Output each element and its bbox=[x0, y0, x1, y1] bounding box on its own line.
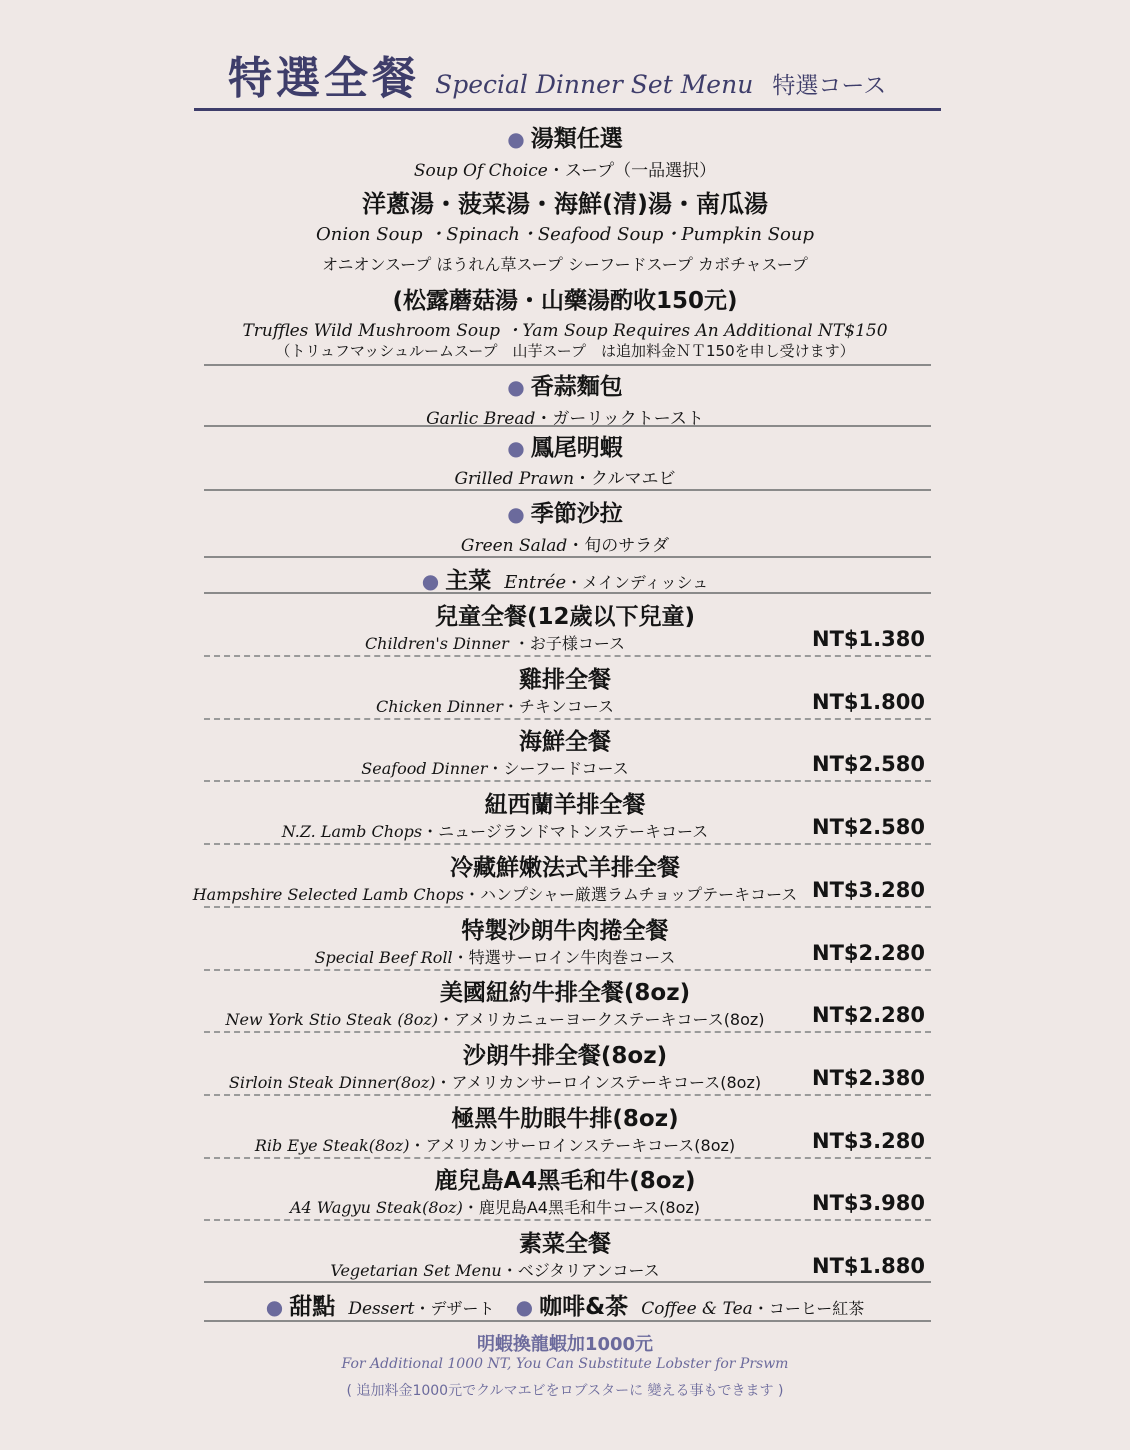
main-dish-sub: Hampshire Selected Lamb Chops・ハンプシャー厳選ラムチョップテーキコース bbox=[192, 884, 798, 904]
soup-sub-ja: スープ（一品選択） bbox=[564, 161, 717, 181]
main-dish-sub: N.Z. Lamb Chops・ニュージランドマトンステーキコース bbox=[281, 822, 709, 842]
main-dish-name: 紐西蘭羊排全餐 bbox=[484, 792, 646, 819]
divider bbox=[204, 1320, 931, 1322]
main-dish-price: NT$1.880 bbox=[812, 1254, 925, 1278]
main-dish-price: NT$2.580 bbox=[812, 752, 925, 777]
soup-premium-en: Truffles Wild Mushroom Soup ・Yam Soup Requires An Additional NT$150 bbox=[242, 321, 888, 341]
main-dish-price: NT$1.380 bbox=[812, 627, 925, 651]
title-ja: 特選コース bbox=[772, 73, 887, 99]
dashed-divider bbox=[204, 1219, 931, 1221]
main-dish-price: NT$2.380 bbox=[812, 1065, 925, 1090]
soup-sub: Soup Of Choice・スープ（一品選択） bbox=[413, 161, 717, 181]
main-dish-sub: Special Beef Roll・特選サーロイン牛肉巻コース bbox=[314, 947, 676, 967]
header-rule bbox=[194, 108, 941, 111]
dashed-divider bbox=[204, 718, 931, 720]
soup-heading bbox=[0, 120, 1130, 153]
dashed-divider bbox=[204, 780, 931, 782]
main-dish-price: NT$2.280 bbox=[812, 1003, 925, 1028]
divider bbox=[204, 489, 931, 491]
main-dish-sub: Vegetarian Set Menu・ベジタリアンコース bbox=[330, 1261, 660, 1280]
title-en: Special Dinner Set Menu bbox=[435, 70, 754, 99]
course-sub: Green Salad・旬のサラダ bbox=[460, 536, 670, 556]
soup-heading-label: 湯類任選 bbox=[530, 126, 623, 152]
dessert-zh: 甜點 bbox=[289, 1294, 336, 1320]
main-dish-name: 鹿兒島A4黑毛和牛(8oz) bbox=[434, 1168, 696, 1195]
course-heading: ● 季節沙拉 bbox=[507, 501, 623, 527]
bullet-icon: ● bbox=[507, 375, 525, 399]
bullet-icon: ● bbox=[507, 436, 525, 460]
main-dish-sub: Rib Eye Steak(8oz)・アメリカンサーロインステーキコース(8oz) bbox=[254, 1135, 736, 1155]
main-dish-name: 兒童全餐(12歲以下兒童) bbox=[434, 604, 696, 630]
main-dish-name: 雞排全餐 bbox=[519, 666, 611, 693]
dashed-divider bbox=[204, 843, 931, 845]
bullet-icon: ● bbox=[507, 127, 525, 151]
divider bbox=[204, 364, 931, 366]
soup-premium-ja: （トリュフマッシュルームスープ 山芋スープ は追加料金ＮＴ150を申し受けます） bbox=[275, 342, 855, 360]
drink-zh: 咖啡&茶 bbox=[539, 1294, 629, 1320]
course-sub: Garlic Bread・ガーリックトースト bbox=[426, 409, 704, 429]
course-sub: Grilled Prawn・クルマエビ bbox=[454, 469, 676, 489]
bullet-icon: ● bbox=[515, 1295, 534, 1319]
main-dish-name: 特製沙朗牛肉捲全餐 bbox=[461, 917, 669, 944]
dashed-divider bbox=[204, 1031, 931, 1033]
divider bbox=[204, 425, 931, 427]
dashed-divider bbox=[204, 1094, 931, 1096]
main-dish-price: NT$3.980 bbox=[812, 1191, 925, 1216]
dashed-divider bbox=[204, 969, 931, 971]
footnote-zh: 明蝦換龍蝦加1000元 bbox=[476, 1334, 654, 1355]
main-dish-name: 素菜全餐 bbox=[519, 1231, 611, 1257]
dashed-divider bbox=[204, 906, 931, 908]
main-dish-name: 沙朗牛排全餐(8oz) bbox=[462, 1042, 668, 1069]
dessert-drink-row: ● 甜點 Dessert・デザート ● 咖啡&茶 Coffee & Tea・コーヒー紅茶 bbox=[265, 1294, 865, 1320]
main-dish-sub: Seafood Dinner・シーフードコース bbox=[361, 759, 629, 779]
soup-options-zh: 洋蔥湯・菠菜湯・海鮮(清)湯・南瓜湯 bbox=[362, 190, 768, 218]
dashed-divider bbox=[204, 1157, 931, 1159]
title-zh: 特選全餐 bbox=[228, 53, 420, 104]
divider bbox=[204, 556, 931, 558]
main-dish-price: NT$2.280 bbox=[812, 940, 925, 965]
main-dish-price: NT$3.280 bbox=[812, 877, 925, 902]
soup-options-ja: オニオンスープ ほうれん草スープ シーフードスープ カボチャスープ bbox=[322, 255, 808, 274]
bullet-icon: ● bbox=[421, 569, 440, 593]
divider bbox=[204, 592, 931, 594]
soup-options-en: Onion Soup ・Spinach・Seafood Soup・Pumpkin Soup bbox=[315, 224, 814, 245]
main-dish-name: 冷藏鮮嫩法式羊排全餐 bbox=[450, 854, 680, 881]
bullet-icon: ● bbox=[265, 1295, 284, 1319]
main-dish-price: NT$3.280 bbox=[812, 1128, 925, 1153]
main-dish-name: 美國紐約牛排全餐(8oz) bbox=[439, 980, 691, 1007]
main-dish-sub: New York Stio Steak (8oz)・アメリカニューヨークステーキコース(8oz) bbox=[225, 1010, 765, 1030]
entree-heading: ● 主菜 Entrée・メインディッシュ bbox=[421, 568, 709, 594]
bullet-icon: ● bbox=[507, 502, 525, 526]
menu-header bbox=[228, 42, 948, 102]
main-dish-name: 極黑牛肋眼牛排(8oz) bbox=[451, 1105, 679, 1132]
course-heading: ● 鳳尾明蝦 bbox=[507, 435, 623, 461]
course-heading: ● 香蒜麵包 bbox=[507, 374, 623, 400]
main-dish-sub: A4 Wagyu Steak(8oz)・鹿児島A4黑毛和牛コース(8oz) bbox=[289, 1198, 701, 1218]
dashed-divider bbox=[204, 655, 931, 657]
divider bbox=[204, 1281, 931, 1283]
main-dish-name: 海鮮全餐 bbox=[519, 729, 611, 756]
main-dish-price: NT$2.580 bbox=[812, 815, 925, 840]
soup-premium-zh: (松露蘑菇湯・山藥湯酌收150元) bbox=[392, 288, 738, 314]
footnote-ja: ( 追加料金1000元でクルマエビをロブスターに 變える事もできます ) bbox=[346, 1383, 784, 1399]
main-dish-sub: Chicken Dinner・チキンコース bbox=[376, 696, 614, 716]
footnote-en: For Additional 1000 NT, You Can Substitute Lobster for Prswm bbox=[341, 1356, 789, 1372]
main-dish-price: NT$1.800 bbox=[812, 689, 925, 714]
soup-sub-en: Soup Of Choice bbox=[413, 161, 548, 181]
main-dish-sub: Sirloin Steak Dinner(8oz)・アメリカンサーロインステーキコース(8oz) bbox=[228, 1072, 762, 1092]
main-dish-sub: Children's Dinner ・お子様コース bbox=[364, 634, 626, 653]
